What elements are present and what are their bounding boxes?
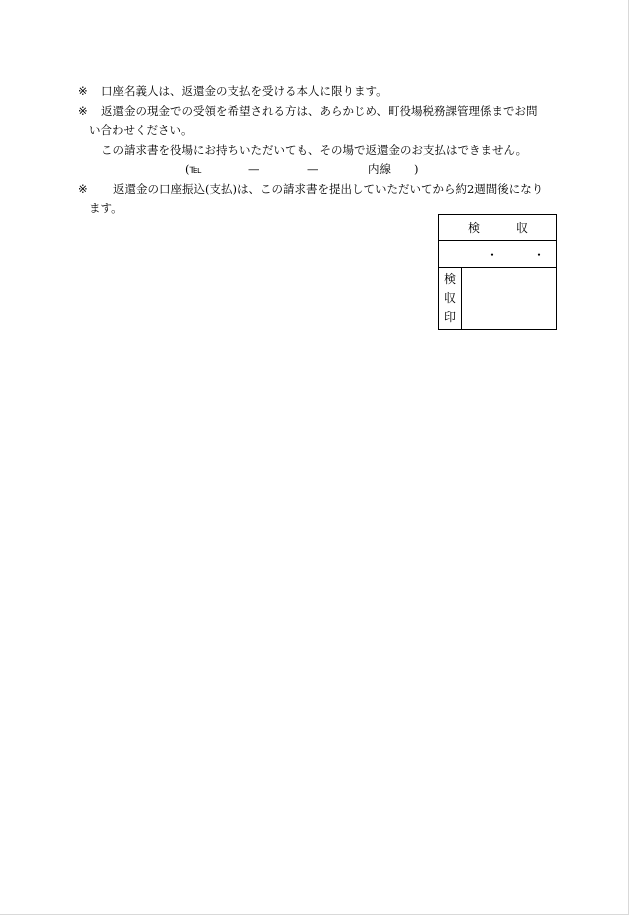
stamp-label-char-3: 印 — [444, 310, 457, 324]
tel-extension-label: 内線 — [368, 162, 391, 176]
tel-close: ) — [414, 162, 419, 176]
inspection-header — [439, 215, 556, 241]
stamp-label-char-1: 検 — [444, 272, 457, 286]
note-2-line-2: い合わせください。 — [89, 123, 193, 137]
note-2-line-1: 返還金の現金での受領を希望される方は、あらかじめ、町役場税務課管理係までお問 — [101, 104, 538, 118]
tel-open: (℡ — [185, 162, 202, 176]
note-2-mark: ※ — [78, 104, 88, 118]
note-2-line-3: この請求書を役場にお持ちいただいても、その場で返還金のお支払はできません。 — [101, 143, 528, 157]
note-3-line-1: 返還金の口座振込(支払)は、この請求書を提出していただいてから約2週間後になり — [113, 182, 544, 196]
date-separator-1: ・ — [486, 248, 499, 262]
note-3-mark: ※ — [78, 182, 88, 196]
stamp-area — [462, 268, 556, 329]
note-3-line-2: ます。 — [89, 201, 123, 215]
inspection-stamp-box — [438, 214, 557, 330]
inspection-date-row — [439, 241, 556, 268]
inspection-header-char-1: 検 — [468, 221, 481, 235]
note-1-mark: ※ — [78, 84, 88, 98]
tel-dash-2: — — [307, 162, 319, 176]
inspection-header-char-2: 収 — [516, 221, 529, 235]
note-1-text: 口座名義人は、返還金の支払を受ける本人に限ります。 — [101, 84, 388, 98]
tel-dash-1: — — [248, 162, 260, 176]
date-separator-2: ・ — [533, 248, 546, 262]
stamp-label-column — [439, 268, 462, 329]
stamp-label-char-2: 収 — [444, 291, 457, 305]
